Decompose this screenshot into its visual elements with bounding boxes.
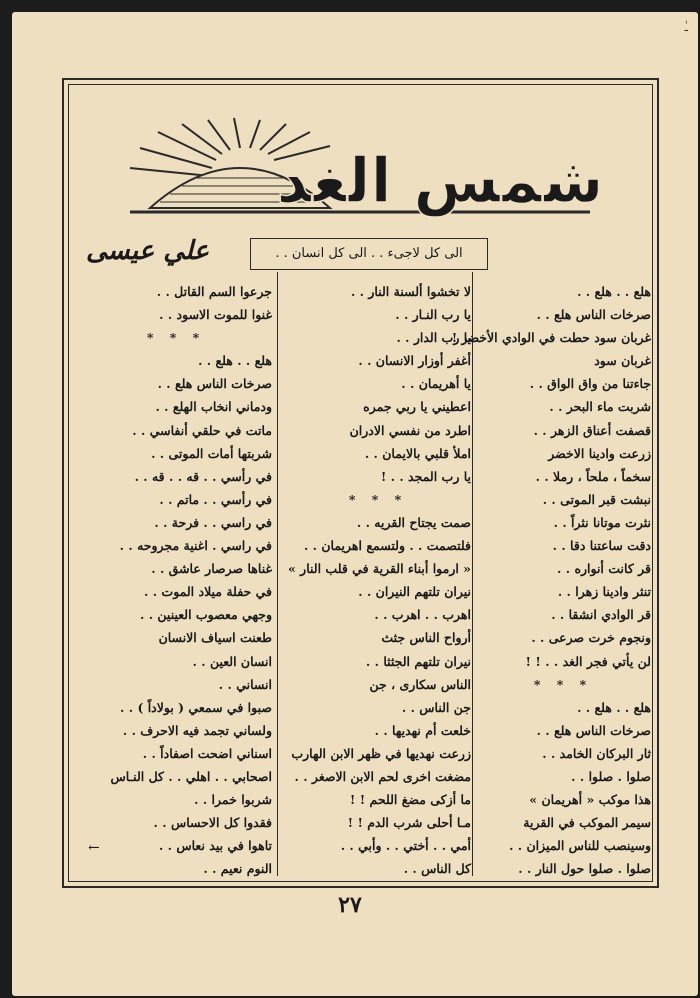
poem-line: في رأسي . . ماتم . . — [159, 491, 272, 507]
poem-line: ونجوم خرت صرعى . . — [531, 630, 651, 646]
poem-line: * * * — [533, 676, 593, 692]
poem-line: ثار البركان الخامد . . — [542, 745, 651, 761]
poem-line: هذا موكب « أهريمان » — [529, 792, 651, 808]
poem-line: طعنت اسياف الانسان — [158, 630, 272, 646]
poem-line: زرعت وادينا الاخضر — [548, 445, 651, 461]
poem-line: انساني . . — [218, 676, 272, 692]
column-divider-left — [277, 272, 278, 876]
poem-line: يا رب النـار . . — [395, 307, 471, 323]
poem-line: الناس سكارى ، جن — [369, 676, 471, 692]
author-name: علي عيسى — [86, 236, 210, 266]
poem-line: نيران تلتهم الجثثا . . — [365, 653, 471, 669]
poem-line: نبشت قبر الموتى . . — [542, 491, 651, 507]
poem-line: مـا أحلى شرب الدم ! ! — [347, 815, 471, 831]
poem-line: سيمر الموكب في القرية — [523, 815, 651, 831]
poem-line: سخماً ، ملحاً ، رملا . . — [535, 468, 651, 484]
poem-line: غربان سود حطت في الوادي الأخضر ! — [451, 330, 651, 346]
poem-line: اطرد من نفسي الادران — [349, 422, 471, 438]
continue-arrow-icon: ← — [88, 840, 100, 856]
poem-line: النوم نعيم . . — [203, 861, 272, 877]
poem-line: في راسي . . فرحة . . — [154, 514, 272, 530]
poem-line: * * * — [348, 491, 408, 507]
poem-column-right — [451, 280, 651, 880]
poem-line: جن الناس . . — [401, 699, 471, 715]
poem-line: فقدوا كل الاحساس . . — [153, 815, 272, 831]
poem-line: فلتصمت . . ولتسمع اهريمان . . — [303, 538, 471, 554]
poem-line: تنثر وادينا زهرا . . — [557, 584, 651, 600]
poem-line: شربتها أمات الموتى . . — [151, 445, 272, 461]
poem-line: صلوا . صلوا . . — [571, 768, 651, 784]
page-number: ٢٧ — [338, 892, 362, 918]
poem-line: يا رب المجد . . ! — [380, 468, 471, 484]
poem-line: اصحابي . . اهلي . . كل النـاس — [110, 768, 272, 784]
poem-line: اهرب . . اهرب . . — [374, 607, 471, 623]
poem-line: دقت ساعتنا دقا . . — [552, 538, 651, 554]
poem-line: اعطيني يا ربي جمره — [363, 399, 471, 415]
page-title: شمس الغد — [276, 144, 604, 217]
poem-line: أغفر أوزار الانسان . . — [358, 353, 471, 369]
poem-line: هلع . . هلع . . — [198, 353, 272, 369]
poem-line: وسينصب للناس الميزان . . — [509, 838, 651, 854]
poem-column-middle — [285, 280, 471, 880]
poem-line: « ارموا أبناء القرية في قلب النار » — [288, 561, 471, 577]
corner-mark: ـٰ — [684, 20, 688, 34]
poem-line: شربت ماء البحر . . — [549, 399, 651, 415]
poem-line: نيران تلتهم النيران . . — [358, 584, 471, 600]
poem-line: أمي . . أختي . . وأبي . . — [340, 838, 471, 854]
poem-line: صبوا في سمعي ( بولاداً ) . . — [120, 699, 272, 715]
poem-line: صرخات الناس هلع . . — [536, 307, 651, 323]
column-divider-right — [472, 272, 473, 876]
poem-line: قر الوادي انشقا . . — [551, 607, 651, 623]
poem-line: كل الناس . . — [403, 861, 471, 877]
poem-line: صرخات الناس هلع . . — [536, 722, 651, 738]
poem-line: لن يأتي فجر الغد . . ! ! — [525, 653, 651, 669]
poem-line: خلعت أم نهديها . . — [374, 722, 471, 738]
poem-line: هلع . . هلع . . — [577, 284, 651, 299]
poem-line: انسان العين . . — [192, 653, 272, 669]
title-logo — [110, 118, 604, 228]
dedication-box: الى كل لاجىء . . الى كل انسان . . — [250, 238, 488, 270]
poem-line: أرواح الناس جثث — [381, 630, 471, 646]
poem-line: * * * — [146, 330, 206, 346]
poem-line: صرخات الناس هلع . . — [157, 376, 272, 392]
poem-line: ودماني انخاب الهلع . . — [155, 399, 272, 415]
poem-line: اسناني اضحت اصفاداً . . — [142, 745, 272, 761]
poem-line: صلوا . صلوا حول النار . . — [518, 861, 651, 877]
poem-line: غناها صرصار عاشق . . — [151, 561, 272, 577]
poem-line: تاهوا في بيد نعاس . . — [158, 838, 272, 854]
poem-line: في حفلة ميلاد الموت . . — [144, 584, 272, 600]
poem-line: ماتت في حلقي أنفاسي . . — [132, 422, 272, 438]
poem-line: هلع . . هلع . . — [577, 699, 651, 715]
poem-line: غنوا للموت الاسود . . — [159, 307, 272, 323]
poem-line: جاءتنا من واق الواق . . — [529, 376, 651, 392]
poem-line: قصفت أعناق الزهر . . — [533, 422, 651, 438]
poem-line: وجهي معصوب العينين . . — [140, 607, 272, 623]
poem-line: املأ قلبي بالايمان . . — [364, 445, 471, 461]
poem-line: غربان سود — [594, 353, 651, 369]
poem-line: ولساني تجمد فيه الاحرف . . — [122, 722, 272, 738]
poem-line: جرعوا السم القاتل . . — [156, 284, 272, 299]
poem-line: زرعت نهديها في ظهر الابن الهارب — [291, 745, 471, 761]
poem-line: يا رب الدار . . — [396, 330, 471, 346]
poem-line: مضغت اخرى لحم الابن الاصغر . . — [294, 768, 471, 784]
poem-line: ما أزكى مضغ اللحم ! ! — [349, 792, 471, 808]
poem-line: لا تخشوا ألسنة النار . . — [350, 284, 471, 299]
poem-line: قر كانت أنواره . . — [557, 561, 651, 577]
poem-line: صمت يجتاح القريه . . — [356, 514, 471, 530]
poem-line: في رأسي . . قه . . قه . . — [134, 468, 272, 484]
poem-line: شربوا خمرا . . — [194, 792, 272, 808]
poem-line: في راسي . اغنية مجروحه . . — [119, 538, 272, 554]
poem-column-left — [80, 280, 272, 880]
poem-line: يا أهريمان . . — [401, 376, 471, 392]
poem-line: نثرت موتانا نثراً . . — [553, 514, 651, 530]
